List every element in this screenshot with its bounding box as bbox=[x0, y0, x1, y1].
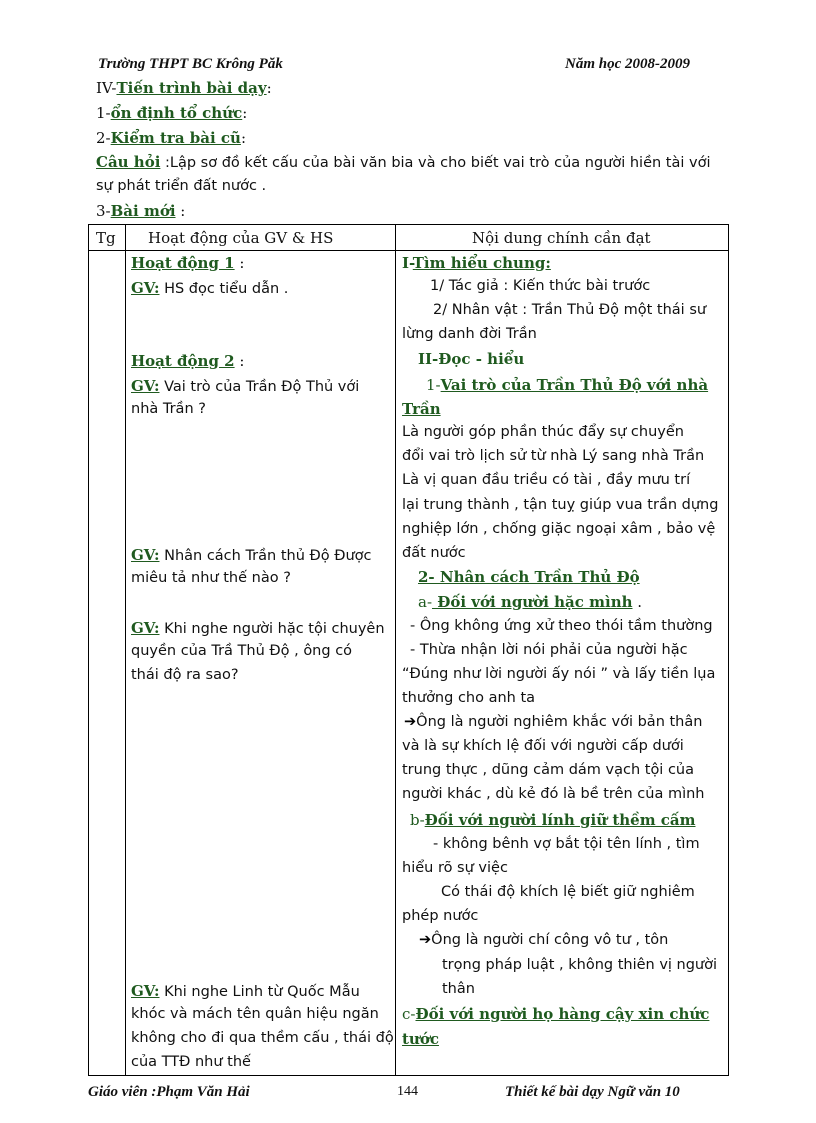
content-role-2c: nghiệp lớn , chống giặc ngoại xâm , bảo vệ bbox=[402, 521, 716, 537]
content-character-1: 2/ Nhân vật : Trần Thủ Độ một thái sư bbox=[433, 302, 707, 318]
point-a-conclusion-3: trung thực , dũng cảm dám vạch tội của bbox=[402, 762, 694, 778]
table-col2-rule bbox=[395, 224, 396, 1076]
item-1-heading: 1-ổn định tổ chức: bbox=[96, 104, 248, 122]
point-a-conclusion-1: ➔Ông là người nghiêm khắc với bản thân bbox=[404, 714, 703, 730]
teacher-name: Giáo viên :Phạm Văn Hải bbox=[88, 1084, 250, 1100]
point-a-heading: a- Đối với người hặc mình . bbox=[418, 593, 643, 611]
section-1-heading: I-Tìm hiểu chung: bbox=[402, 254, 551, 272]
table-header-rule bbox=[88, 250, 729, 251]
gv-question-5-line-2: khóc và mách tên quân hiệu ngăn bbox=[131, 1006, 379, 1022]
table-left-rule bbox=[88, 224, 89, 1076]
gv-question-2-line-1: GV: Vai trò của Trần Độ Thủ với bbox=[131, 377, 360, 395]
point-b-item-2a: Có thái độ khích lệ biết giữ nghiêm bbox=[441, 884, 695, 900]
content-role-2a: Là vị quan đầu triều có tài , đầy mưu trí bbox=[402, 472, 691, 488]
point-a-item-1: - Ông không ứng xử theo thói tầm thường bbox=[410, 618, 713, 634]
gv-question-3-line-1: GV: Nhân cách Trần thủ Độ Được bbox=[131, 546, 372, 564]
point-a-item-2b: “Đúng như lời người ấy nói ” và lấy tiền lụa bbox=[402, 666, 716, 682]
gv-question-4-line-2: quyền của Trầ Thủ Độ , ông có bbox=[131, 643, 353, 659]
section-2-heading: II-Đọc - hiểu bbox=[418, 350, 525, 368]
gv-question-5-line-4: của TTĐ như thế bbox=[131, 1054, 251, 1070]
content-role-1b: đổi vai trò lịch sử từ nhà Lý sang nhà Trần bbox=[402, 448, 705, 464]
book-title: Thiết kế bài dạy Ngữ văn 10 bbox=[505, 1084, 680, 1100]
gv-question-4-line-3: thái độ ra sao? bbox=[131, 667, 239, 683]
subsection-2-heading: 2- Nhân cách Trần Thủ Độ bbox=[418, 568, 640, 586]
point-a-item-2a: - Thừa nhận lời nói phải của người hặc bbox=[410, 642, 688, 658]
table-bottom-rule bbox=[88, 1075, 729, 1076]
question-line-2: sự phát triển đất nước . bbox=[96, 178, 267, 194]
gv-question-2-line-2: nhà Trần ? bbox=[131, 401, 206, 417]
gv-question-5-line-3: không cho đi qua thềm cấu , thái độ bbox=[131, 1030, 394, 1046]
point-b-heading: b-Đối với người lính giữ thềm cấm bbox=[410, 811, 696, 829]
point-c-heading-line-2: tước bbox=[402, 1030, 439, 1048]
table-right-rule bbox=[728, 224, 729, 1076]
subsection-1-heading-line-1: 1-Vai trò của Trần Thủ Độ với nhà bbox=[426, 376, 709, 394]
content-role-2b: lại trung thành , tận tuỵ giúp vua trần dựng bbox=[402, 497, 719, 513]
gv-question-4-line-1: GV: Khi nghe người hặc tội chuyên bbox=[131, 619, 385, 637]
school-name: Trường THPT BC Krông Păk bbox=[98, 56, 283, 72]
point-c-heading-line-1: c-Đối với người họ hàng cậy xin chức bbox=[402, 1005, 710, 1023]
gv-activity-1: GV: HS đọc tiểu dẫn . bbox=[131, 279, 289, 297]
school-year: Năm học 2008-2009 bbox=[565, 56, 690, 72]
item-2-heading: 2-Kiểm tra bài cũ: bbox=[96, 129, 246, 147]
header-content: Nội dung chính cần đạt bbox=[472, 229, 651, 247]
activity-2-heading: Hoạt động 2 : bbox=[131, 352, 245, 370]
point-a-conclusion-4: người khác , dù kẻ đó là bề trên của mình bbox=[402, 786, 705, 802]
activity-1-heading: Hoạt động 1 : bbox=[131, 254, 245, 272]
item-3-heading: 3-Bài mới : bbox=[96, 202, 186, 220]
content-role-1a: Là người góp phần thúc đẩy sự chuyển bbox=[402, 424, 684, 440]
gv-question-5-line-1: GV: Khi nghe Linh từ Quốc Mẫu bbox=[131, 982, 360, 1000]
table-top-rule bbox=[88, 224, 729, 225]
section-iv-heading: IV-Tiến trình bài dạy: bbox=[96, 79, 272, 97]
content-author: 1/ Tác giả : Kiến thức bài trước bbox=[430, 278, 651, 294]
point-a-conclusion-2: và là sự khích lệ đối với người cấp dưới bbox=[402, 738, 684, 754]
point-b-conclusion-3: thân bbox=[442, 981, 475, 997]
header-tg: Tg bbox=[96, 229, 116, 247]
point-b-item-2b: phép nước bbox=[402, 908, 479, 924]
header-activities: Hoạt động của GV & HS bbox=[148, 229, 334, 247]
arrow-right-icon: ➔ bbox=[404, 714, 417, 730]
point-b-item-1b: hiểu rõ sự việc bbox=[402, 860, 508, 876]
page-number: 144 bbox=[397, 1084, 418, 1099]
subsection-1-heading-line-2: Trần bbox=[402, 400, 441, 418]
point-b-item-1a: - không bênh vợ bắt tội tên lính , tìm bbox=[433, 836, 700, 852]
question-line-1: Câu hỏi :Lập sơ đồ kết cấu của bài văn bia và cho biết vai trò của người hiền tài với bbox=[96, 153, 711, 171]
point-b-conclusion-2: trọng pháp luật , không thiên vị người bbox=[442, 957, 718, 973]
arrow-right-icon: ➔ bbox=[419, 932, 432, 948]
point-b-conclusion-1: ➔Ông là người chí công vô tư , tôn bbox=[419, 932, 669, 948]
content-role-2d: đất nước bbox=[402, 545, 466, 561]
content-character-2: lừng danh đời Trần bbox=[402, 326, 537, 342]
point-a-item-2c: thưởng cho anh ta bbox=[402, 690, 536, 706]
gv-question-3-line-2: miêu tả như thế nào ? bbox=[131, 570, 291, 586]
table-col1-rule bbox=[125, 224, 126, 1076]
